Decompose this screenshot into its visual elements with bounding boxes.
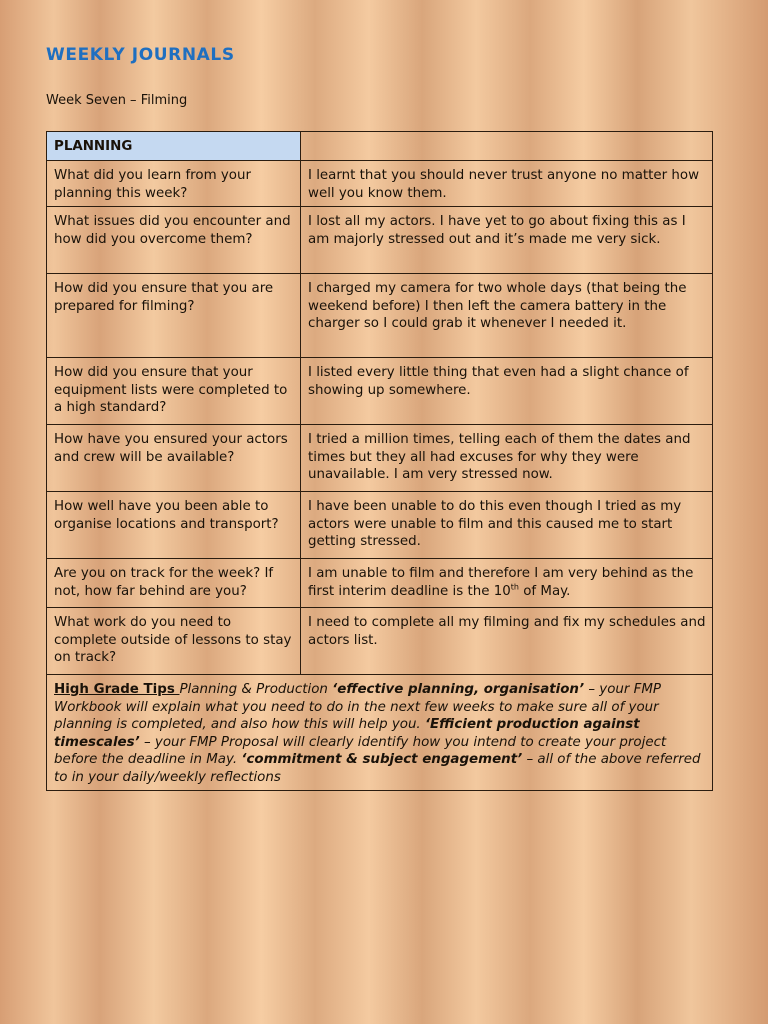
tips-text-2: – your FMP Workbook will explain what you need to do in the next few weeks to make sure all of your planning is completed, and also how this will help you. (54, 682, 661, 732)
high-grade-tips-cell (47, 675, 713, 791)
tips-row (47, 675, 713, 791)
table-row (47, 492, 713, 559)
tips-bold-1: ‘effective planning, organisation’ (332, 682, 585, 697)
table-row (47, 425, 713, 492)
answer-cell: I listed every little thing that even had a slight chance of showing up somewhere. (301, 358, 713, 425)
table-row (47, 608, 713, 675)
question-cell: How did you ensure that your equipment lists were completed to a high standard? (47, 358, 301, 425)
page-title: WEEKLY JOURNALS (46, 45, 235, 65)
question-cell: What issues did you encounter and how did you overcome them? (47, 207, 301, 274)
answer-cell: I need to complete all my filming and fix my schedules and actors list. (301, 608, 713, 675)
planning-header-cell: PLANNING (47, 132, 301, 161)
table-row (47, 559, 713, 608)
question-cell: Are you on track for the week? If not, how far behind are you? (47, 559, 301, 608)
table-row (47, 207, 713, 274)
question-cell: How well have you been able to organise locations and transport? (47, 492, 301, 559)
answer-cell: I lost all my actors. I have yet to go about fixing this as I am majorly stressed out and it’s made me very sick. (301, 207, 713, 274)
answer-cell: I charged my camera for two whole days (that being the weekend before) I then left the camera battery in the charger so I could grab it whenever I needed it. (301, 274, 713, 358)
answer-cell: I have been unable to do this even though I tried as my actors were unable to film and this caused me to start getting stressed. (301, 492, 713, 559)
table-row (47, 274, 713, 358)
header-empty-cell (301, 132, 713, 161)
answer-cell: I learnt that you should never trust anyone no matter how well you know them. (301, 161, 713, 207)
tips-text-4: – all of the above referred to in your daily/weekly reflections (54, 752, 701, 785)
tips-text-1: Planning & Production (179, 682, 333, 697)
question-cell: What work do you need to complete outside of lessons to stay on track? (47, 608, 301, 675)
answer-text: I am unable to film and therefore I am very behind as the first interim deadline is the 10 (308, 566, 694, 599)
planning-table (46, 131, 713, 791)
week-subtitle: Week Seven – Filming (46, 93, 188, 108)
question-cell: How did you ensure that you are prepared for filming? (47, 274, 301, 358)
table-row (47, 161, 713, 207)
table-header-row (47, 132, 713, 161)
tips-bold-3: ‘commitment & subject engagement’ (241, 752, 523, 767)
question-cell: How have you ensured your actors and crew will be available? (47, 425, 301, 492)
ordinal-suffix: th (510, 582, 519, 592)
tips-text-3: – your FMP Proposal will clearly identify how you intend to create your project before the deadline in May. (54, 734, 667, 767)
tips-label: High Grade Tips (54, 682, 180, 697)
table-row (47, 358, 713, 425)
tips-bold-2: ‘Efficient production against timescales’ (54, 717, 640, 750)
answer-cell: I tried a million times, telling each of them the dates and times but they all had excuses for why they were unavailable. I am very stressed now. (301, 425, 713, 492)
answer-text-end: of May. (518, 583, 571, 599)
question-cell: What did you learn from your planning this week? (47, 161, 301, 207)
answer-cell (301, 559, 713, 608)
